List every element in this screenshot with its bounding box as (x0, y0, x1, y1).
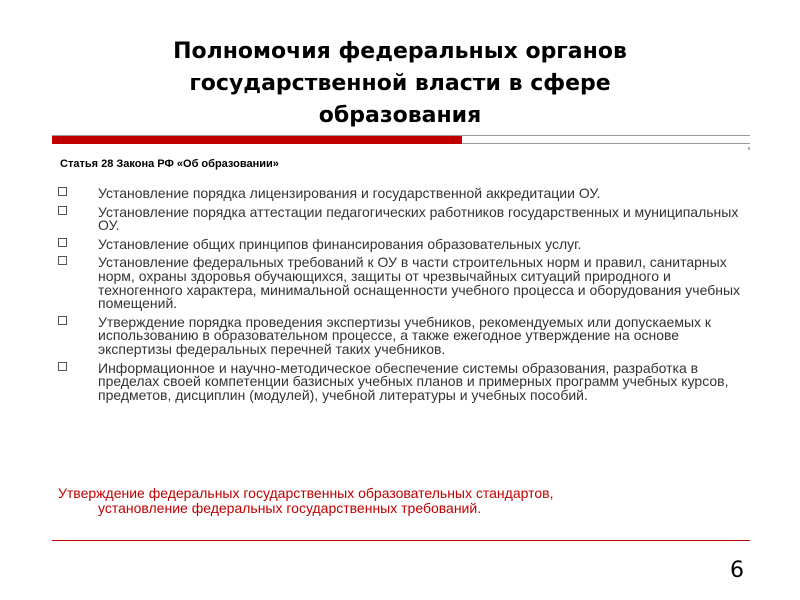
list-item-text: Утверждение порядка проведения экспертизы учебников, рекомендуемых или допускаемых к использованию в образовательном процессе, а также ежегодное утверждение на основе экспертизы федеральных перечней таких учебников. (98, 313, 712, 357)
square-bullet-icon (58, 256, 67, 265)
square-bullet-icon (58, 362, 67, 371)
title-divider-tick (748, 147, 750, 150)
list-item (58, 256, 748, 310)
list-item (58, 235, 748, 252)
list-item-text: Установление федеральных требований к ОУ в части строительных норм и правил, санитарных норм, охраны здоровья обучающихся, защиты от чрезвычайных ситуаций природного и техногенного характера, минимальной оснащенности учебного процесса и оборудования учебных помещений. (98, 254, 741, 312)
list-item-text: Установление порядка лицензирования и государственной аккредитации ОУ. (98, 185, 601, 201)
square-bullet-icon (58, 206, 67, 215)
list-item-text: Информационное и научно-методическое обеспечение системы образования, разработка в пределах своей компетенции базисных учебных планов и примерных программ учебных курсов, предметов, дисциплин (модулей), учебной литературы и учебных пособий. (98, 359, 729, 403)
list-item (58, 187, 748, 201)
powers-list (58, 187, 748, 407)
list-item (58, 203, 748, 234)
list-item (58, 313, 748, 357)
slide-title (60, 36, 740, 132)
highlighted-note-line-2: установление федеральных государственных требований. (98, 500, 482, 516)
square-bullet-icon (58, 238, 67, 247)
title-divider-red (52, 136, 462, 144)
highlighted-note (58, 486, 738, 516)
bottom-divider (52, 540, 750, 541)
list-item-text: Установление общих принципов финансирования образовательных услуг. (98, 235, 582, 252)
title-divider-gray-lower (462, 143, 750, 144)
square-bullet-icon (58, 187, 67, 196)
slide-title-line-3: образования (318, 103, 482, 128)
page-number: 6 (730, 558, 744, 583)
square-bullet-icon (58, 316, 67, 325)
slide-subtitle: Статья 28 Закона РФ «Об образовании» (60, 158, 279, 170)
highlighted-note-line-1: Утверждение федеральных государственных образовательных стандартов, (58, 485, 554, 501)
list-item (58, 359, 748, 403)
list-item-text: Установление порядка аттестации педагогических работников государственных и муниципальных ОУ. (98, 203, 739, 234)
slide-title-line-2: государственной власти в сфере (189, 71, 611, 96)
slide-title-line-1: Полномочия федеральных органов (173, 39, 627, 64)
